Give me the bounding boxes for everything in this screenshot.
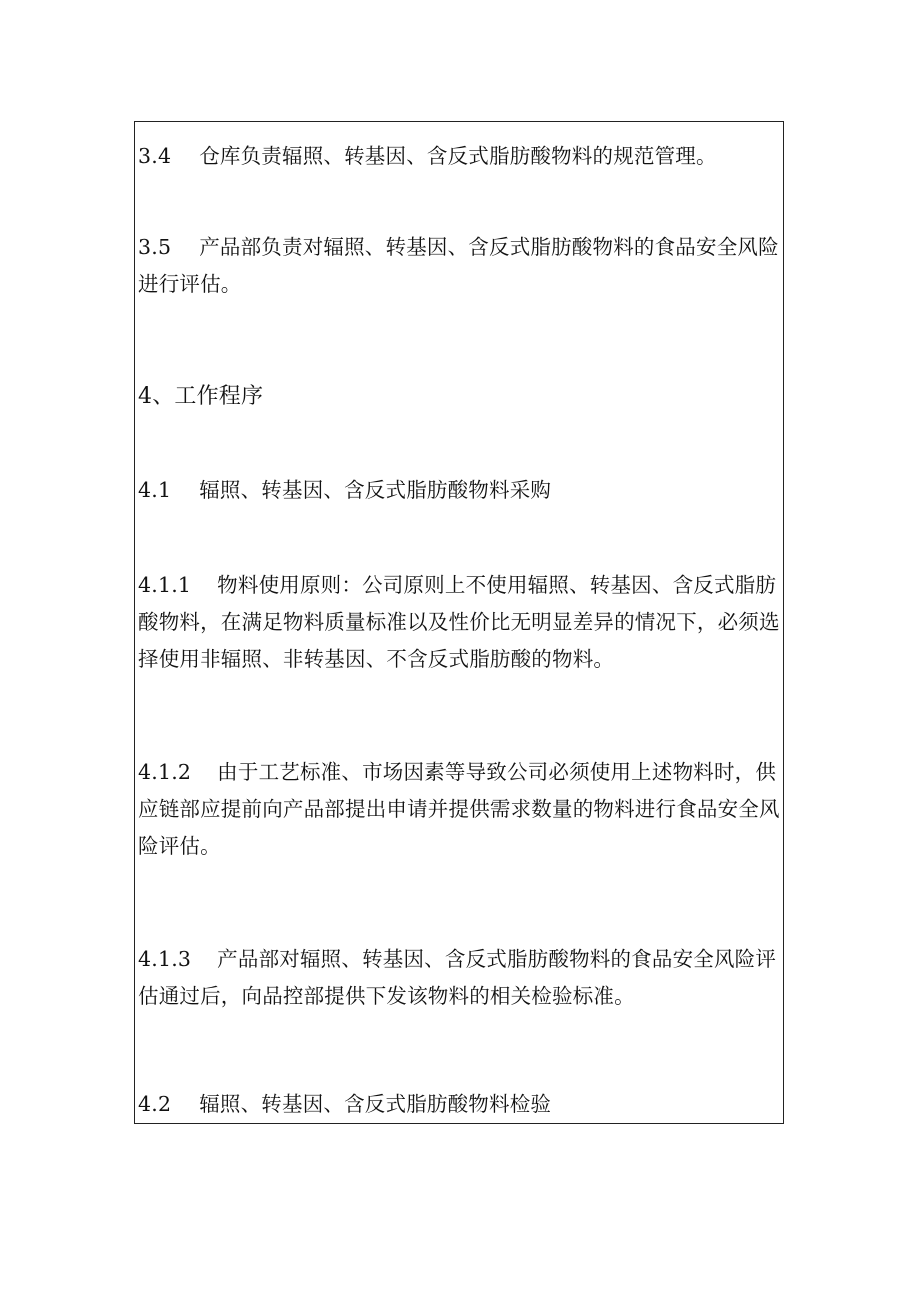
clause-text: 辐照、转基因、含反式脂肪酸物料采购: [199, 478, 552, 502]
clause-number: 3.5: [138, 235, 172, 259]
clause-number: 4.1.2: [138, 760, 192, 784]
clause-number: 4.2: [138, 1092, 172, 1116]
section-number: 4、: [138, 384, 175, 409]
clause-text: 仓库负责辐照、转基因、含反式脂肪酸物料的规范管理。: [199, 144, 717, 168]
clause-number: 4.1: [138, 478, 172, 502]
section-heading-4: [138, 378, 782, 415]
clause-3-5: [138, 229, 782, 303]
clause-3-4: [138, 138, 782, 175]
clause-text: 物料使用原则：公司原则上不使用辐照、转基因、含反式脂肪酸物料，在满足物料质量标准以及性价比无明显差异的情况下，必须选择使用非辐照、非转基因、不含反式脂肪酸的物料。: [138, 573, 780, 671]
document-frame: [134, 121, 784, 1124]
clause-number: 3.4: [138, 144, 172, 168]
clause-number: 4.1.1: [138, 573, 192, 597]
clause-number: 4.1.3: [138, 947, 192, 971]
clause-text: 由于工艺标准、市场因素等导致公司必须使用上述物料时，供应链部应提前向产品部提出申请并提供需求数量的物料进行食品安全风险评估。: [138, 760, 780, 858]
clause-4-2: [138, 1086, 782, 1123]
section-title: 工作程序: [174, 384, 264, 409]
clause-text: 产品部对辐照、转基因、含反式脂肪酸物料的食品安全风险评估通过后，向品控部提供下发该物料的相关检验标准。: [138, 947, 777, 1008]
clause-4-1-3: [138, 941, 782, 1015]
clause-text: 产品部负责对辐照、转基因、含反式脂肪酸物料的食品安全风险进行评估。: [138, 235, 779, 296]
clause-4-1-2: [138, 754, 782, 865]
clause-text: 辐照、转基因、含反式脂肪酸物料检验: [199, 1092, 552, 1116]
clause-4-1-1: [138, 567, 782, 678]
clause-4-1: [138, 472, 782, 509]
